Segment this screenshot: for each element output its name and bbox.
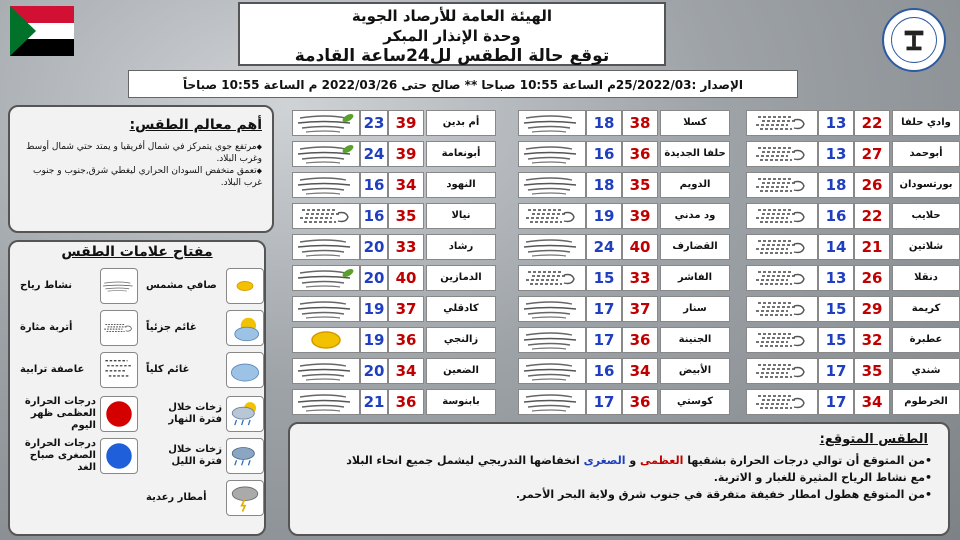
max-temp: 33 <box>388 234 424 260</box>
weather-icon-cell <box>292 327 360 353</box>
day-showers-icon <box>228 399 262 429</box>
weather-icon-cell <box>746 110 818 136</box>
key-icon-box <box>100 268 138 304</box>
min-temp: 17 <box>586 296 622 322</box>
red-dot-icon <box>102 399 136 429</box>
city-name: حلفا الجديدة <box>660 141 730 167</box>
max-temp: 40 <box>622 234 658 260</box>
weather-icon-cell <box>746 265 818 291</box>
max-temp: 38 <box>622 110 658 136</box>
city-name: زالنجي <box>426 327 496 353</box>
dust-icon <box>752 267 812 289</box>
cloudy-icon <box>228 355 262 385</box>
key-item <box>146 394 266 434</box>
min-temp: 16 <box>360 172 388 198</box>
forecast-list <box>302 452 932 503</box>
sun-icon <box>296 329 356 351</box>
wind-icon <box>296 298 356 320</box>
min-temp: 19 <box>360 327 388 353</box>
meteorological-authority-logo <box>882 8 946 72</box>
city-name: وادي حلفا <box>892 110 960 136</box>
partly-cloudy-icon <box>228 313 262 343</box>
dust-icon <box>752 236 812 258</box>
max-temp: 39 <box>388 141 424 167</box>
dust-icon <box>752 360 812 382</box>
wind-icon <box>522 112 582 134</box>
key-item <box>146 266 266 306</box>
city-name: الضعين <box>426 358 496 384</box>
dust-icon <box>752 174 812 196</box>
min-temp: 15 <box>818 327 854 353</box>
max-temp: 36 <box>388 389 424 415</box>
weather-icon-cell <box>292 141 360 167</box>
min-temp: 16 <box>586 358 622 384</box>
key-icon-box <box>100 310 138 346</box>
max-temp: 39 <box>388 110 424 136</box>
key-icon-box <box>100 438 138 474</box>
min-temp: 15 <box>586 265 622 291</box>
wind-icon <box>296 174 356 196</box>
duststorm-icon <box>102 355 136 385</box>
key-label: صافي مشمس <box>146 280 217 291</box>
key-label: زخات خلال فترة النهار <box>168 402 222 425</box>
max-temp: 40 <box>388 265 424 291</box>
max-temp: 34 <box>388 172 424 198</box>
city-name: الدويم <box>660 172 730 198</box>
min-temp: 15 <box>818 296 854 322</box>
weather-icon-cell <box>746 141 818 167</box>
max-temp: 34 <box>854 389 890 415</box>
weather-icon-cell <box>292 203 360 229</box>
max-temp: 37 <box>388 296 424 322</box>
max-temp: 22 <box>854 203 890 229</box>
city-name: كسلا <box>660 110 730 136</box>
sudan-flag <box>10 6 74 56</box>
max-temp: 36 <box>622 141 658 167</box>
weather-icon-cell <box>518 389 586 415</box>
key-item <box>20 266 140 306</box>
unit-name: وحدة الإنذار المبكر <box>383 27 521 45</box>
city-name: ود مدني <box>660 203 730 229</box>
wind-icon <box>522 298 582 320</box>
weather-icon-cell <box>518 296 586 322</box>
key-label: عاصفة ترابية <box>20 364 85 375</box>
weather-icon-cell <box>518 265 586 291</box>
city-name: كوستي <box>660 389 730 415</box>
city-name: حلايب <box>892 203 960 229</box>
key-title: مفتاح علامات الطقس <box>61 244 213 260</box>
wind-icon <box>296 236 356 258</box>
dust-icon <box>752 391 812 413</box>
min-temp: 13 <box>818 110 854 136</box>
weather-icon-cell <box>518 141 586 167</box>
city-name: النهود <box>426 172 496 198</box>
min-temp: 23 <box>360 110 388 136</box>
key-item <box>20 436 140 476</box>
wind-icon <box>102 271 136 301</box>
key-label: درجات الحرارة العظمى ظهر اليوم <box>24 396 96 431</box>
windy-leaf-icon <box>296 267 356 289</box>
wind-icon <box>522 391 582 413</box>
dust-icon <box>102 313 136 343</box>
city-name: القضارف <box>660 234 730 260</box>
key-item <box>20 394 140 434</box>
wind-icon <box>296 360 356 382</box>
weather-features-panel <box>8 105 274 233</box>
min-temp: 21 <box>360 389 388 415</box>
max-temp: 36 <box>622 389 658 415</box>
min-temp: 18 <box>818 172 854 198</box>
min-temp: 16 <box>360 203 388 229</box>
city-name: شندي <box>892 358 960 384</box>
weather-icon-cell <box>746 327 818 353</box>
city-name: دنقلا <box>892 265 960 291</box>
dust-icon <box>752 143 812 165</box>
min-temp: 20 <box>360 358 388 384</box>
windy-leaf-icon <box>296 143 356 165</box>
forecast-panel-title: الطقس المتوقع: <box>819 432 928 447</box>
city-name: كادقلي <box>426 296 496 322</box>
max-temp: 35 <box>388 203 424 229</box>
city-name: بورتسودان <box>892 172 960 198</box>
weather-icon-cell <box>746 358 818 384</box>
weather-icon-cell <box>292 265 360 291</box>
forecast-item-continued: • مع نشاط الرياح المثيرة للغبار و الاتربة. <box>302 469 932 486</box>
key-label: غائم كلياً <box>146 364 190 375</box>
weather-icon-cell <box>518 110 586 136</box>
dust-icon <box>752 329 812 351</box>
windy-leaf-icon <box>296 112 356 134</box>
max-temp: 26 <box>854 172 890 198</box>
key-icon-box <box>100 396 138 432</box>
key-item <box>146 478 266 518</box>
min-temp: 18 <box>586 110 622 136</box>
max-temp: 22 <box>854 110 890 136</box>
min-temp: 17 <box>586 389 622 415</box>
min-temp: 20 <box>360 265 388 291</box>
sun-icon <box>228 271 262 301</box>
forecast-item <box>302 452 932 469</box>
key-label: زخات خلال فترة الليل <box>168 444 222 467</box>
city-name: الجنينة <box>660 327 730 353</box>
org-name: الهيئة العامة للأرصاد الجوية <box>351 7 553 25</box>
feature-item: ◆ تعمق منخفض السودان الحراري ليغطي شرق,جنوب و جنوب غرب البلاد. <box>22 165 262 189</box>
max-temp: 21 <box>854 234 890 260</box>
city-name: كريمة <box>892 296 960 322</box>
wind-icon <box>522 329 582 351</box>
key-icon-box <box>100 352 138 388</box>
key-label: غائم جزئياً <box>146 322 197 333</box>
key-item <box>20 308 140 348</box>
forecast-text: و <box>625 454 641 467</box>
blue-dot-icon <box>102 441 136 471</box>
city-name: الأبيض <box>660 358 730 384</box>
max-temp: 32 <box>854 327 890 353</box>
min-temp: 16 <box>818 203 854 229</box>
weather-icon-cell <box>746 296 818 322</box>
forecast-item: • من المتوقع هطول امطار خفيفة متفرقة في جنوب شرق ولاية البحر الأحمر. <box>302 486 932 503</box>
city-name: الخرطوم <box>892 389 960 415</box>
key-label: أمطار رعدية <box>146 492 207 503</box>
min-temp: 24 <box>586 234 622 260</box>
city-name: رشاد <box>426 234 496 260</box>
key-icon-box <box>226 268 264 304</box>
weather-icon-cell <box>292 172 360 198</box>
weather-icon-cell <box>518 358 586 384</box>
min-temp: 14 <box>818 234 854 260</box>
city-name: شلاتين <box>892 234 960 260</box>
min-temp: 16 <box>586 141 622 167</box>
wind-icon <box>296 391 356 413</box>
min-temp: 17 <box>818 389 854 415</box>
min-temp: 13 <box>818 141 854 167</box>
key-icon-box <box>226 438 264 474</box>
weather-icon-cell <box>292 234 360 260</box>
weather-icon-cell <box>518 234 586 260</box>
min-temp: 24 <box>360 141 388 167</box>
weather-icon-cell <box>746 389 818 415</box>
night-showers-icon <box>228 441 262 471</box>
max-temp: 35 <box>622 172 658 198</box>
city-name: أبوحمد <box>892 141 960 167</box>
weather-icon-cell <box>518 327 586 353</box>
weather-icon-cell <box>292 296 360 322</box>
weather-icon-cell <box>518 172 586 198</box>
city-name: بابنوسة <box>426 389 496 415</box>
max-temp: 27 <box>854 141 890 167</box>
key-icon-box <box>226 480 264 516</box>
max-temp: 33 <box>622 265 658 291</box>
forecast-text: انخفاضها التدريجي ليشمل جميع انحاء البلاد <box>346 454 584 467</box>
min-word: الصغرى <box>583 454 626 467</box>
weather-icon-cell <box>746 172 818 198</box>
wind-icon <box>522 236 582 258</box>
min-temp: 17 <box>586 327 622 353</box>
key-label: أتربة مثارة <box>20 322 73 333</box>
weather-icon-cell <box>518 203 586 229</box>
max-temp: 36 <box>622 327 658 353</box>
min-temp: 17 <box>818 358 854 384</box>
features-list <box>22 141 262 189</box>
weather-key-panel <box>8 240 266 536</box>
city-name: أبونعامة <box>426 141 496 167</box>
dust-icon <box>522 205 582 227</box>
weather-icon-cell <box>292 389 360 415</box>
max-temp: 34 <box>622 358 658 384</box>
weather-icon-cell <box>292 110 360 136</box>
key-icon-box <box>226 310 264 346</box>
min-temp: 19 <box>586 203 622 229</box>
dust-icon <box>752 298 812 320</box>
city-name: الدمازين <box>426 265 496 291</box>
max-temp: 36 <box>388 327 424 353</box>
features-title: أهم معالم الطقس: <box>129 117 262 133</box>
weather-icon-cell <box>746 234 818 260</box>
dust-icon <box>752 205 812 227</box>
dust-icon <box>522 267 582 289</box>
expected-weather-panel <box>288 422 950 536</box>
dust-icon <box>752 112 812 134</box>
key-icon-box <box>226 352 264 388</box>
min-temp: 18 <box>586 172 622 198</box>
wind-icon <box>522 143 582 165</box>
max-temp: 34 <box>388 358 424 384</box>
weather-icon-cell <box>292 358 360 384</box>
key-item <box>146 350 266 390</box>
max-word: العظمى <box>640 454 684 467</box>
max-temp: 29 <box>854 296 890 322</box>
min-temp: 13 <box>818 265 854 291</box>
forecast-title: توقع حالة الطقس لل24ساعة القادمة <box>294 46 610 66</box>
key-label: درجات الحرارة الصغرى صباح الغد <box>24 438 96 473</box>
max-temp: 37 <box>622 296 658 322</box>
wind-icon <box>522 360 582 382</box>
min-temp: 20 <box>360 234 388 260</box>
key-item <box>146 308 266 348</box>
min-temp: 19 <box>360 296 388 322</box>
city-name: أم بدين <box>426 110 496 136</box>
city-name: سنار <box>660 296 730 322</box>
key-item <box>20 350 140 390</box>
wind-icon <box>522 174 582 196</box>
key-label: نشاط رياح <box>20 280 73 291</box>
issue-validity-bar: الإصدار :25/2022/03م الساعة 10:55 صباحا ** صالح حتى 2022/03/26 م الساعة 10:55 صباحاً <box>128 70 798 98</box>
max-temp: 35 <box>854 358 890 384</box>
city-name: عطبرة <box>892 327 960 353</box>
feature-item: ◆ مرتفع جوي يتمركز في شمال أفريقيا و يمتد حتي شمال أوسط وغرب البلاد. <box>22 141 262 165</box>
key-item <box>146 436 266 476</box>
forecast-text: من المتوقع أن توالي درجات الحرارة بشقيها <box>683 454 925 467</box>
city-name: نيالا <box>426 203 496 229</box>
key-icon-box <box>226 396 264 432</box>
dust-icon <box>296 205 356 227</box>
weather-icon-cell <box>746 203 818 229</box>
max-temp: 26 <box>854 265 890 291</box>
thunderstorm-icon <box>228 483 262 513</box>
header-title-box <box>238 2 666 66</box>
city-name: الفاشر <box>660 265 730 291</box>
max-temp: 39 <box>622 203 658 229</box>
